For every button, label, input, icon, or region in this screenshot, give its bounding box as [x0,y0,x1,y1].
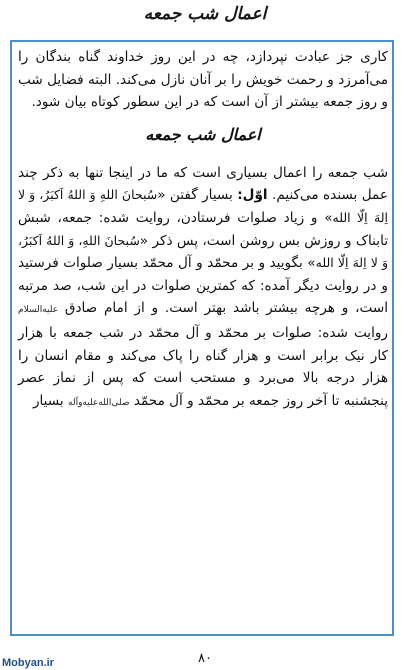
section-title: اعمال شب جمعه [145,124,261,144]
page-number: ۸۰ [198,651,212,666]
site-label: Mobyan.ir [2,657,54,669]
paragraph-1: کاری جز عبادت نپردازد، چه در این روز خداوند گناه بندگان را می‌آمرزد و رحمت خویش را بر آنان نازل می‌کند. البته فضایل شب و روز جمعه بیشتر از آن است که در این سطور کوتاه بیان شود. [18,49,388,111]
paragraph-2-part-3: » و زیاد صلوات فرستادن، روایت شده: جمعه، شبش تابناک و روزش بس روشن است، پس ذکر « [18,209,388,249]
paragraph-2-part-1: شب جمعه را اعمال بسیاری است که ما در اینجا تنها به ذکر چند عمل بسنده می‌کنیم. [18,164,388,204]
arabic-dhikr-1: سُبحانَ اللهِ وَ اللهُ اَکبَرُ، وَ لا اِلهَ اِلّا الله [18,187,388,225]
honorific-1: علیه‌السلام [18,305,59,316]
main-text [18,46,388,414]
paragraph-2 [18,162,388,415]
paragraph-2-part-5: روایت شده: صلوات بر محمّد و آل محمّد در شب جمعه با هزار کار نیک برابر است و هزار گناه را پاک می‌کند و مقام انسان را هزار درجه بالا می‌برد و مستحب است که پس از نماز عصر پنجشنبه تا آخر روز جمعه بر محمّد و آل محمّد [18,324,388,409]
first-label: اوّل: [237,187,268,204]
paragraph-2-part-4: » بگویید و بر محمّد و آل محمّد بسیار صلوات فرستید و در روایت دیگر آمده: که کمترین صلوات در این شب، صد مرتبه است، و هرچه بیشتر باشد بهتر است. و از امام صادق [18,255,388,317]
paragraph-2-part-2: بسیار گفتن « [157,187,233,204]
arabic-dhikr-2: سُبحانَ اللهِ، وَ اللهُ اَکبَرُ، وَ لا اِلهَ اِلّا الله [18,232,388,271]
page-header-title: اعمال شب جمعه [143,4,267,24]
honorific-2: صلی‌الله‌علیه‌وآله [68,397,130,408]
paragraph-2-part-6: بسیار [32,392,64,409]
